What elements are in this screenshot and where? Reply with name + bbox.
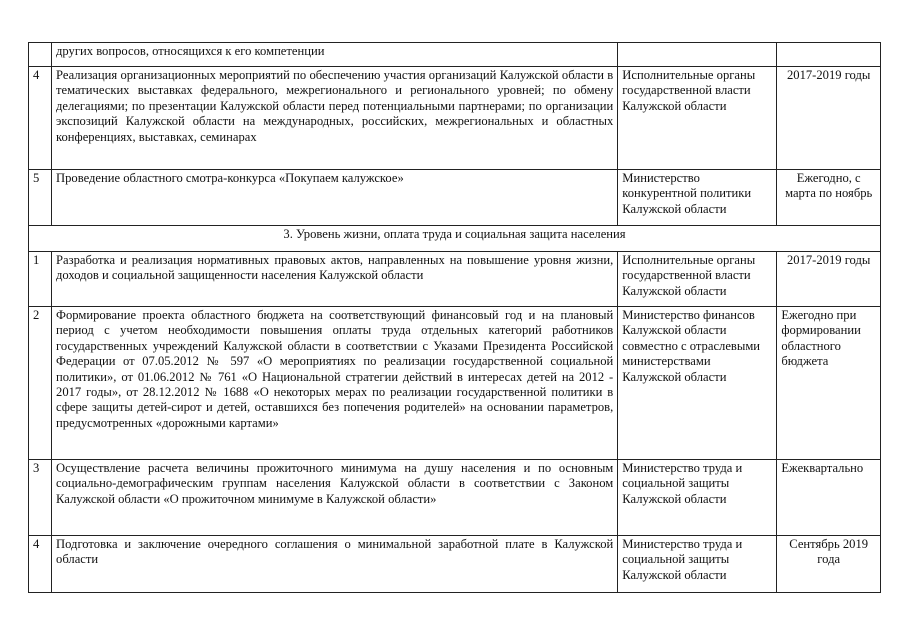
row-executor: Исполнительные органы государственной власти Калужской области <box>618 252 777 307</box>
row-term <box>777 43 881 67</box>
row-executor: Министерство конкурентной политики Калужской области <box>618 170 777 226</box>
row-number <box>29 43 52 67</box>
row-term: Ежегодно при формировании областного бюджета <box>777 307 881 460</box>
row-term-text: 2017-2019 годы <box>786 253 871 267</box>
row-term <box>777 67 881 170</box>
row-number: 1 <box>29 252 52 307</box>
table-row <box>29 170 881 226</box>
row-executor: Министерство труда и социальной защиты Калужской области <box>618 536 777 593</box>
table-row <box>29 536 881 593</box>
table-row <box>29 307 881 460</box>
row-term <box>777 170 881 226</box>
row-number: 2 <box>29 307 52 460</box>
table-row <box>29 252 881 307</box>
row-description: Подготовка и заключение очередного соглашения о минимальной заработной плате в Калужской области <box>52 536 618 593</box>
section-heading-row <box>29 226 881 252</box>
row-description: Разработка и реализация нормативных правовых актов, направленных на повышение уровня жизни, доходов и социальной защищенности населения Калужской области <box>52 252 618 307</box>
table-row <box>29 67 881 170</box>
row-executor: Министерство труда и социальной защиты Калужской области <box>618 460 777 536</box>
row-description: Осуществление расчета величины прожиточного минимума на душу населения и по основным социально-демографическим группам населения Калужской области в соответствии с Законом Калужской области «О прожиточном минимуме в Калужской области» <box>52 460 618 536</box>
row-term <box>777 536 881 593</box>
row-description: других вопросов, относящихся к его компетенции <box>52 43 618 67</box>
row-number: 4 <box>29 536 52 593</box>
row-number: 4 <box>29 67 52 170</box>
table-row <box>29 460 881 536</box>
row-term-text: Сентябрь 2019 года <box>789 537 869 567</box>
row-term <box>777 252 881 307</box>
row-executor: Исполнительные органы государственной власти Калужской области <box>618 67 777 170</box>
row-executor: Министерство финансов Калужской области совместно с отраслевыми министерствами Калужской области <box>618 307 777 460</box>
row-description: Реализация организационных мероприятий по обеспечению участия организаций Калужской области в тематических выставках федерального, межрегионального и регионального уровней; по обмену делегациями; по презентации Калужской области перед потенциальными партнерами; по организации экспозиций Калужской области на международных, российских, межрегиональных и областных конференциях, выставках, семинарах <box>52 67 618 170</box>
action-plan-table <box>28 42 881 593</box>
table-row <box>29 43 881 67</box>
row-executor <box>618 43 777 67</box>
row-term-text: Ежегодно, с марта по ноябрь <box>785 171 873 201</box>
section-title: 3. Уровень жизни, оплата труда и социальная защита населения <box>29 226 881 252</box>
row-description: Формирование проекта областного бюджета на соответствующий финансовый год и на плановый период с учетом необходимости повышения оплаты труда отдельных категорий работников государственных учреждений Калужской области в соответствии с Указами Президента Российской Федерации от 07.05.2012 № 597 «О мероприятиях по реализации государственной социальной политики», от 01.06.2012 № 761 «О Национальной стратегии действий в интересах детей на 2012 - 2017 годы», от 28.12.2012 № 1688 «О некоторых мерах по реализации государственной политики в сфере защиты детей-сирот и детей, оставшихся без попечения родителей» на основании параметров, предусмотренных «дорожными картами» <box>52 307 618 460</box>
row-term-text: 2017-2019 годы <box>786 68 871 82</box>
row-number: 5 <box>29 170 52 226</box>
row-term: Ежеквартально <box>777 460 881 536</box>
row-number: 3 <box>29 460 52 536</box>
row-description: Проведение областного смотра-конкурса «Покупаем калужское» <box>52 170 618 226</box>
